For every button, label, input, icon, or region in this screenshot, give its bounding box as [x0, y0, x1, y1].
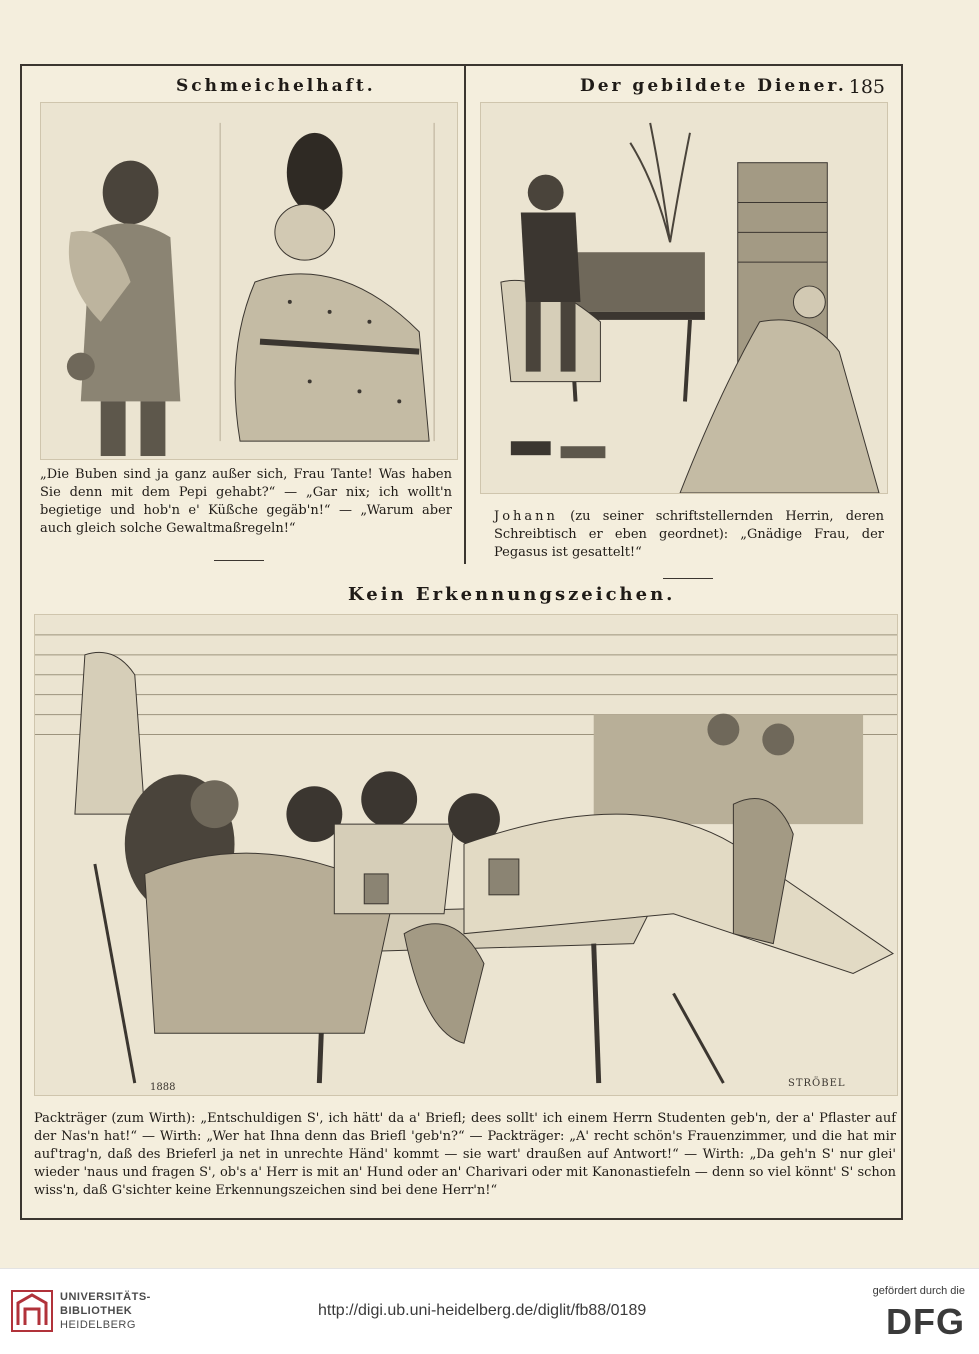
- column-divider: [464, 64, 466, 564]
- funding-note: gefördert durch die: [872, 1285, 965, 1297]
- illustration-kein-erkennungszeichen: [34, 614, 898, 1096]
- engraving-tavern-scene: [35, 615, 897, 1095]
- library-name-line1: UNIVERSITÄTS-: [60, 1291, 151, 1303]
- caption-schmeichelhaft: [40, 466, 452, 538]
- engraving-family-scene: [41, 103, 457, 459]
- caption-kein-erkennungszeichen: [34, 1110, 896, 1200]
- illustration-der-gebildete-diener: [480, 102, 888, 494]
- engraver-signature: STRÖBEL: [788, 1078, 846, 1089]
- library-name-line3: HEIDELBERG: [60, 1319, 136, 1331]
- title-schmeichelhaft: Schmeichelhaft.: [176, 76, 376, 96]
- caption-text-schmeichelhaft: „Die Buben sind ja ganz außer sich, Frau Tante! Was haben Sie denn mit dem Pepi gehabt?“ — „Gar nix; ich wollt'n begietige und hob'n e' Küßche gegäb'n!“ — „Warum aber auch gleich solche Gewaltmaßregeln!“: [40, 467, 452, 536]
- separator-left: [214, 560, 264, 561]
- permalink-url[interactable]: http://digi.ub.uni-heidelberg.de/diglit/fb88/0189: [318, 1302, 647, 1319]
- title-der-gebildete-diener: Der gebildete Diener.: [580, 76, 847, 96]
- heidelberg-library-logo-icon: [10, 1289, 54, 1333]
- dfg-logo: DFG: [886, 1301, 965, 1342]
- caption-der-gebildete-diener: [494, 508, 884, 562]
- viewer-footer: [0, 1268, 979, 1354]
- separator-right: [663, 578, 713, 579]
- illustration-schmeichelhaft: [40, 102, 458, 460]
- caption-text-kein-erkennungszeichen: Packträger (zum Wirth): „Entschuldigen S', ich hätt' da a' Briefl; dees sollt' ich einem Herrn Studenten geb'n, der a' Pflaster auf der Nas'n hat!“ — Wirth: „Wer hat Ihna denn das Briefl 'geb'n?“ — Packträger: „A' recht schön's Frauenzimmer, und die hat mir auf'trag'n, daß des Brieferl ja net in unrechte Händ' kommt — sie wart' draußen auf Antwort!“ — Wirth: „Da geh'n S' nur glei' wieder 'naus und fragen S', ob's a' Herr is mit an' Hund oder an' Charivari oder mit Kanonastiefeln — denn so viel könnt' S' schon wiss'n, daß G'sichter keine Erkennungszeichen sind bei dene Herr'n!“: [34, 1111, 896, 1198]
- library-name-line2: BIBLIOTHEK: [60, 1305, 133, 1317]
- page-number: 185: [848, 76, 885, 98]
- caption-speaker-johann: Johann: [494, 509, 558, 524]
- engraving-study-scene: [481, 103, 887, 493]
- title-kein-erkennungszeichen: Kein Erkennungszeichen.: [348, 584, 676, 605]
- caption-text-der-gebildete-diener: (zu seiner schriftstellernden Herrin, deren Schreibtisch er eben geordnet): „Gnädige Frau, der Pegasus ist gesattelt!“: [494, 509, 884, 560]
- artist-signature-date: 1888: [150, 1082, 176, 1093]
